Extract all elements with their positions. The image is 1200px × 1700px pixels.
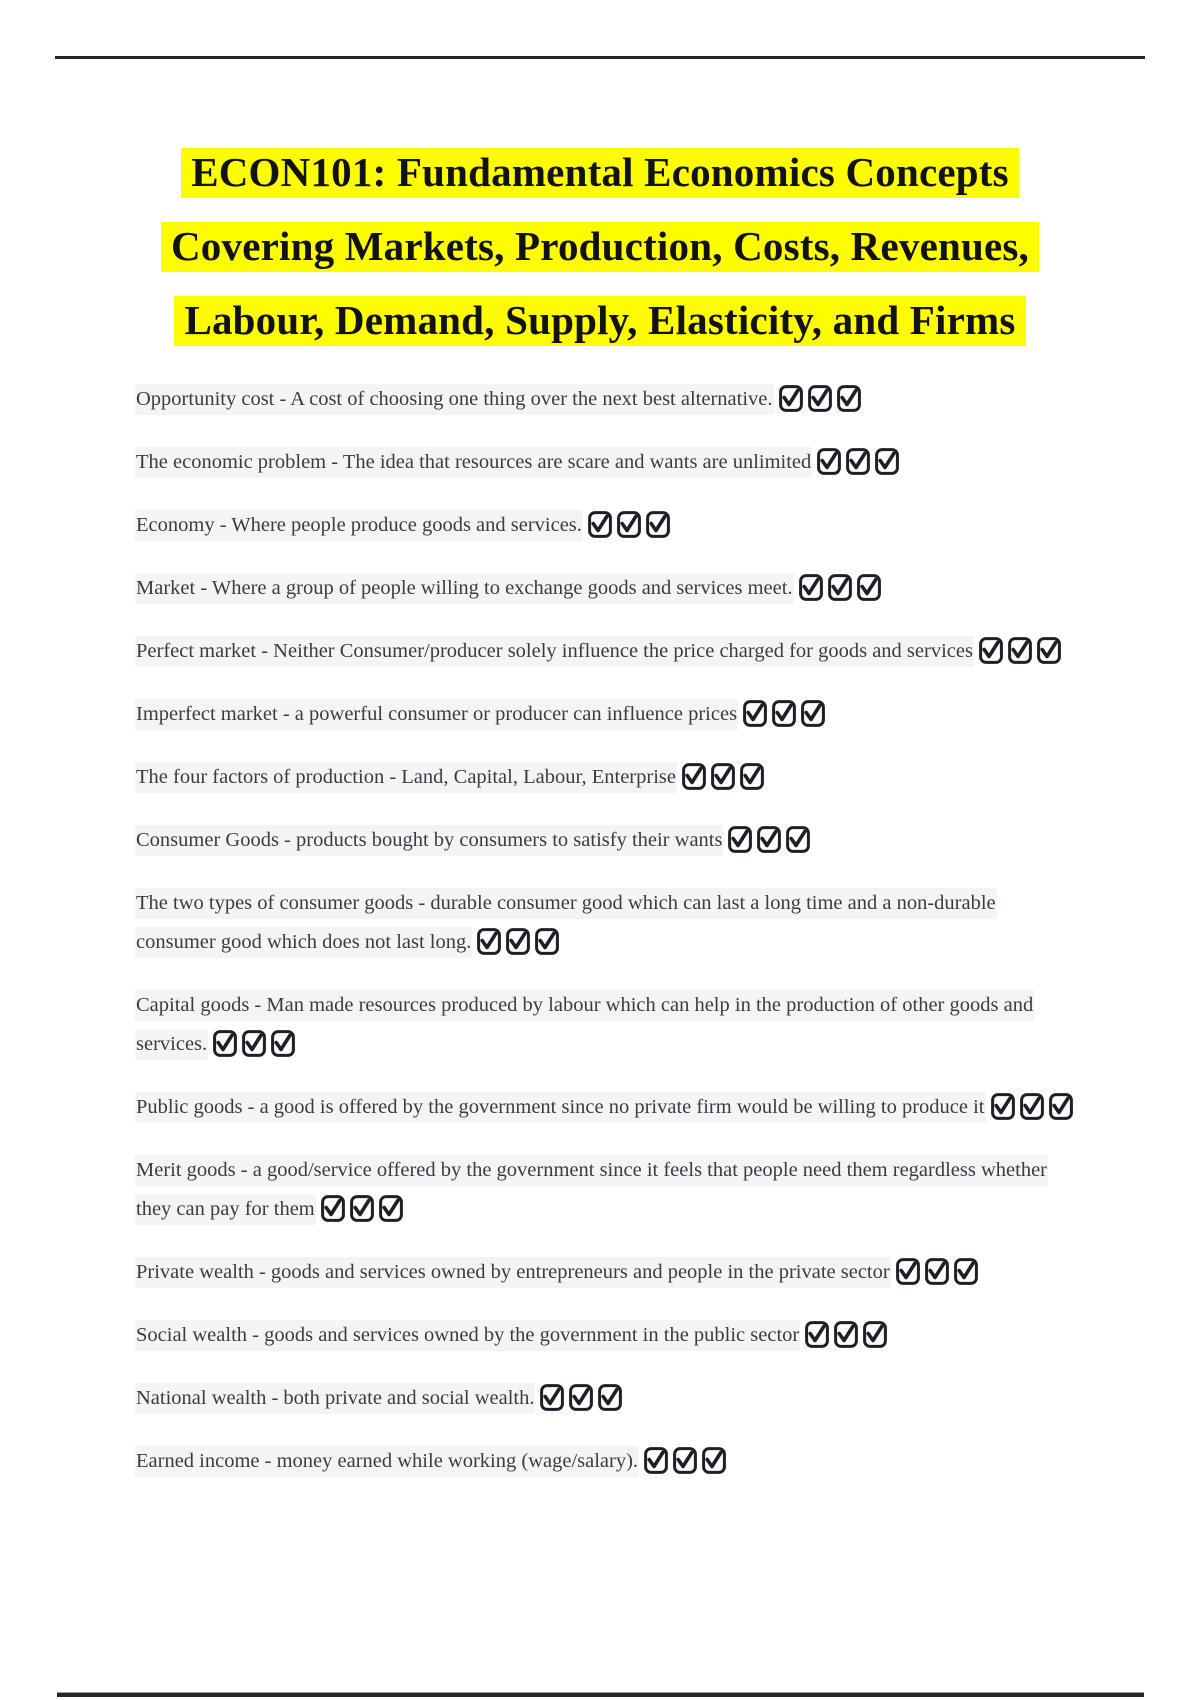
term-definition-row bbox=[135, 695, 1065, 741]
term-definition-row bbox=[135, 821, 1065, 867]
checkbox-checked-icon bbox=[837, 385, 861, 412]
checkbox-checked-icon bbox=[805, 1321, 829, 1348]
checkbox-checked-icon bbox=[646, 511, 670, 538]
entry-text: Private wealth - goods and services owned by entrepreneurs and people in the private sector bbox=[135, 1257, 891, 1288]
term-definition-row bbox=[135, 1151, 1065, 1236]
entries-list bbox=[135, 380, 1065, 1505]
entry-text: Opportunity cost - A cost of choosing one thing over the next best alternative. bbox=[135, 384, 774, 415]
checkbox-checked-icon bbox=[799, 574, 823, 601]
title-highlight: Labour, Demand, Supply, Elasticity, and Firms bbox=[174, 296, 1025, 346]
checkbox-checked-icon bbox=[379, 1195, 403, 1222]
entry-text: Consumer Goods - products bought by consumers to satisfy their wants bbox=[135, 825, 723, 856]
checkbox-checked-icon bbox=[1020, 1093, 1044, 1120]
entry-text: Public goods - a good is offered by the government since no private firm would be willing to produce it bbox=[135, 1092, 986, 1123]
checkbox-checked-icon bbox=[1037, 637, 1061, 664]
term-definition-row bbox=[135, 884, 1065, 969]
checkbox-checked-icon bbox=[535, 928, 559, 955]
checkbox-checked-icon bbox=[598, 1384, 622, 1411]
term-definition-row bbox=[135, 1088, 1065, 1134]
term-definition-row bbox=[135, 986, 1065, 1071]
term-definition-row bbox=[135, 1316, 1065, 1362]
checkbox-checked-icon bbox=[875, 448, 899, 475]
term-definition-row bbox=[135, 1253, 1065, 1299]
checkbox-checked-icon bbox=[979, 637, 1003, 664]
term-definition-row bbox=[135, 758, 1065, 804]
entry-text: The four factors of production - Land, Capital, Labour, Enterprise bbox=[135, 762, 677, 793]
checkbox-checked-icon bbox=[817, 448, 841, 475]
checkbox-checked-icon bbox=[925, 1258, 949, 1285]
checkbox-checked-icon bbox=[711, 763, 735, 790]
term-definition-row bbox=[135, 506, 1065, 552]
checkbox-checked-icon bbox=[757, 826, 781, 853]
entry-text: Imperfect market - a powerful consumer or producer can influence prices bbox=[135, 699, 738, 730]
term-definition-row bbox=[135, 569, 1065, 615]
entry-text: Social wealth - goods and services owned by the government in the public sector bbox=[135, 1320, 800, 1351]
checkbox-checked-icon bbox=[863, 1321, 887, 1348]
checkbox-checked-icon bbox=[896, 1258, 920, 1285]
checkbox-checked-icon bbox=[1049, 1093, 1073, 1120]
checkbox-checked-icon bbox=[857, 574, 881, 601]
document-title bbox=[0, 146, 1200, 368]
checkbox-checked-icon bbox=[779, 385, 803, 412]
checkbox-checked-icon bbox=[834, 1321, 858, 1348]
checkbox-checked-icon bbox=[540, 1384, 564, 1411]
title-line-2 bbox=[0, 220, 1200, 272]
checkbox-checked-icon bbox=[846, 448, 870, 475]
checkbox-checked-icon bbox=[828, 574, 852, 601]
entry-text: National wealth - both private and social wealth. bbox=[135, 1383, 535, 1414]
checkbox-checked-icon bbox=[321, 1195, 345, 1222]
checkbox-checked-icon bbox=[740, 763, 764, 790]
checkbox-checked-icon bbox=[617, 511, 641, 538]
checkbox-checked-icon bbox=[786, 826, 810, 853]
checkbox-checked-icon bbox=[1008, 637, 1032, 664]
entry-text: Economy - Where people produce goods and services. bbox=[135, 510, 583, 541]
top-border-rule bbox=[55, 56, 1145, 59]
checkbox-checked-icon bbox=[772, 700, 796, 727]
term-definition-row bbox=[135, 443, 1065, 489]
checkbox-checked-icon bbox=[569, 1384, 593, 1411]
checkbox-checked-icon bbox=[350, 1195, 374, 1222]
checkbox-checked-icon bbox=[702, 1447, 726, 1474]
checkbox-checked-icon bbox=[271, 1030, 295, 1057]
checkbox-checked-icon bbox=[242, 1030, 266, 1057]
entry-text: Earned income - money earned while working (wage/salary). bbox=[135, 1446, 639, 1477]
checkbox-checked-icon bbox=[477, 928, 501, 955]
checkbox-checked-icon bbox=[991, 1093, 1015, 1120]
checkbox-checked-icon bbox=[213, 1030, 237, 1057]
checkbox-checked-icon bbox=[954, 1258, 978, 1285]
checkbox-checked-icon bbox=[673, 1447, 697, 1474]
bottom-border-rule bbox=[57, 1693, 1144, 1697]
checkbox-checked-icon bbox=[728, 826, 752, 853]
checkbox-checked-icon bbox=[743, 700, 767, 727]
entry-text: Capital goods - Man made resources produced by labour which can help in the production of other goods and services. bbox=[135, 990, 1034, 1060]
entry-text: Perfect market - Neither Consumer/producer solely influence the price charged for goods and services bbox=[135, 636, 974, 667]
title-highlight: ECON101: Fundamental Economics Concepts bbox=[181, 148, 1019, 198]
entry-text: The economic problem - The idea that resources are scare and wants are unlimited bbox=[135, 447, 812, 478]
term-definition-row bbox=[135, 632, 1065, 678]
checkbox-checked-icon bbox=[588, 511, 612, 538]
checkbox-checked-icon bbox=[808, 385, 832, 412]
entry-text: The two types of consumer goods - durable consumer good which can last a long time and a non-durable consumer good which does not last long. bbox=[135, 888, 997, 958]
term-definition-row bbox=[135, 1379, 1065, 1425]
checkbox-checked-icon bbox=[682, 763, 706, 790]
checkbox-checked-icon bbox=[801, 700, 825, 727]
checkbox-checked-icon bbox=[644, 1447, 668, 1474]
entry-text: Merit goods - a good/service offered by the government since it feels that people need them regardless whether they can pay for them bbox=[135, 1155, 1048, 1225]
title-line-3 bbox=[0, 294, 1200, 346]
entry-text: Market - Where a group of people willing to exchange goods and services meet. bbox=[135, 573, 794, 604]
title-highlight: Covering Markets, Production, Costs, Revenues, bbox=[161, 222, 1039, 272]
title-line-1 bbox=[0, 146, 1200, 198]
term-definition-row bbox=[135, 1442, 1065, 1488]
term-definition-row bbox=[135, 380, 1065, 426]
checkbox-checked-icon bbox=[506, 928, 530, 955]
